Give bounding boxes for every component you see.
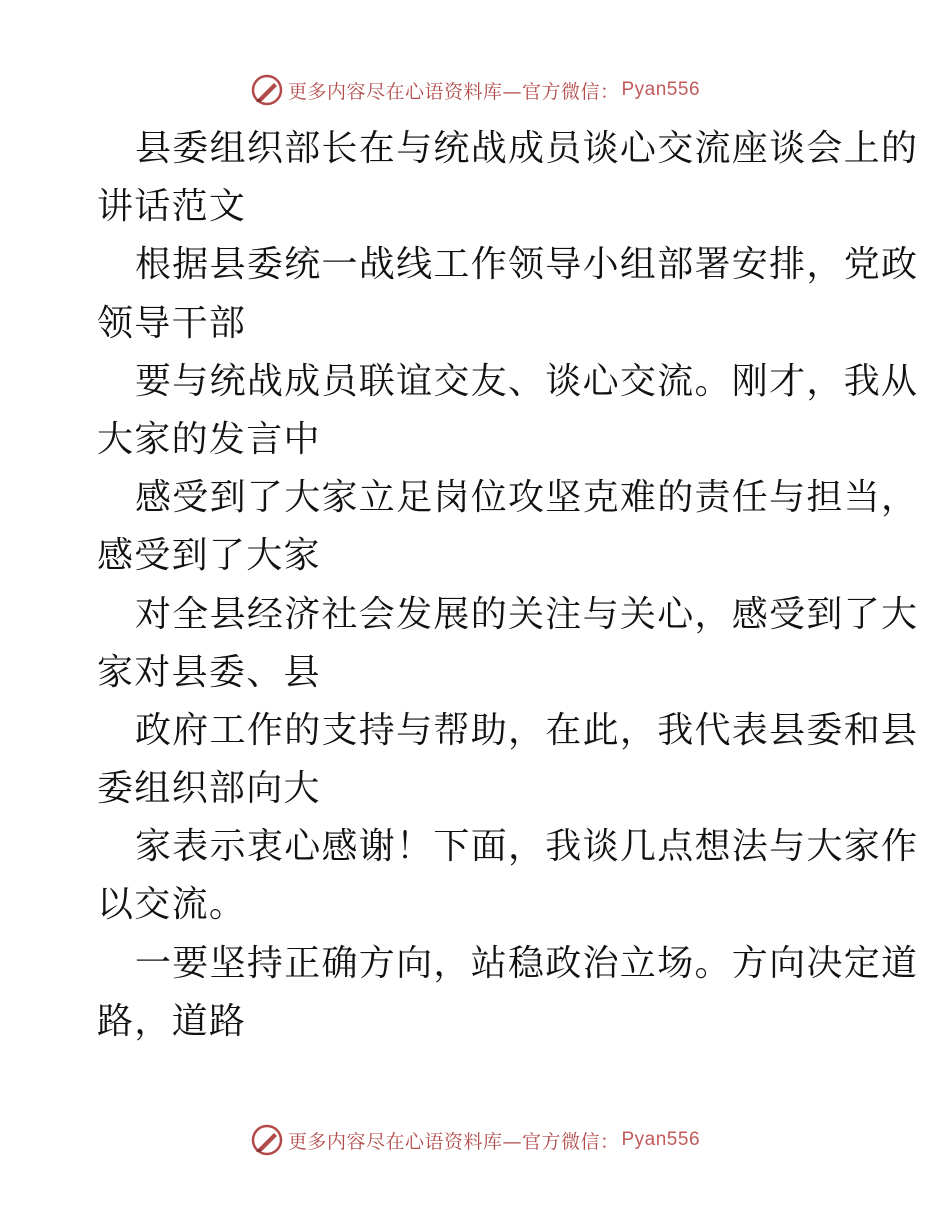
text-line: 家对县委、县 (97, 651, 321, 693)
watermark-handle: Pyan556 (621, 1129, 701, 1150)
watermark-handle: Pyan556 (621, 79, 701, 100)
text-line: 一要坚持正确方向，站稳政治立场。方向决定道 (135, 942, 919, 984)
watermark-text: 更多内容尽在心语资料库—官方微信： (287, 80, 620, 103)
text-line: 县委组织部长在与统战成员谈心交流座谈会上的 (135, 128, 919, 169)
text-line: 感受到了大家 (97, 535, 321, 577)
text-line: 讲话范文 (97, 186, 247, 228)
text-line: 领导干部 (97, 302, 247, 344)
text-line: 路，道路 (97, 1000, 247, 1042)
text-line: 政府工作的支持与帮助，在此，我代表县委和县 (135, 709, 919, 751)
pen-logo-icon (250, 73, 284, 107)
pen-logo-icon (250, 1123, 284, 1157)
text-line: 以交流。 (97, 884, 247, 926)
header-watermark (0, 70, 950, 110)
document-body (97, 120, 919, 1051)
text-line: 大家的发言中 (97, 418, 321, 460)
text-line: 要与统战成员联谊交友、谈心交流。刚才，我从 (135, 360, 919, 402)
text-line: 对全县经济社会发展的关注与关心，感受到了大 (135, 593, 919, 635)
text-line: 根据县委统一战线工作领导小组部署安排，党政 (135, 244, 919, 286)
text-line: 感受到了大家立足岗位攻坚克难的责任与担当， (135, 477, 919, 519)
text-line: 家表示衷心感谢！下面，我谈几点想法与大家作 (135, 826, 919, 868)
footer-watermark (0, 1120, 950, 1160)
watermark-text: 更多内容尽在心语资料库—官方微信： (287, 1130, 620, 1153)
text-line: 委组织部向大 (97, 768, 321, 810)
